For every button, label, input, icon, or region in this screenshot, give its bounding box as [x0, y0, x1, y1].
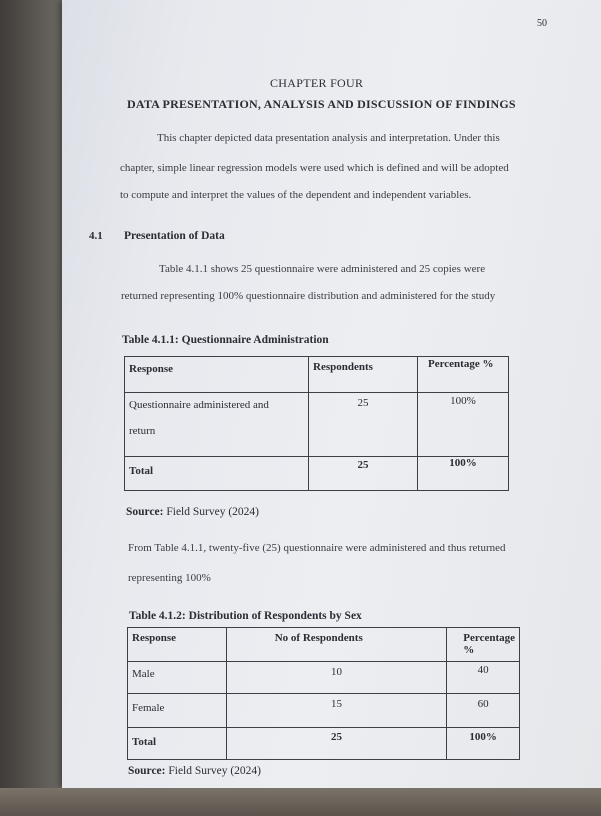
table-row — [128, 694, 520, 728]
col-header-response: Response — [128, 628, 227, 662]
source-label: Source: — [128, 765, 166, 777]
count-cell: 15 — [226, 694, 447, 728]
table-header-row — [125, 357, 509, 393]
between-line-2: representing 100% — [128, 572, 211, 584]
section-number: 4.1 — [89, 230, 103, 242]
table2-caption: Table 4.1.2: Distribution of Respondents by Sex — [129, 610, 362, 622]
table-total-row — [125, 457, 509, 491]
count-cell: 10 — [226, 662, 447, 694]
questionnaire-table — [124, 356, 509, 491]
col-header-percentage: Percentage % — [447, 628, 520, 662]
table-header-row — [128, 628, 520, 662]
percentage-cell: 100% — [418, 393, 509, 457]
total-percentage: 100% — [418, 457, 509, 491]
col-header-percentage: Percentage % — [418, 357, 509, 393]
table1-caption: Table 4.1.1: Questionnaire Administration — [122, 334, 329, 346]
table-total-row — [128, 728, 520, 760]
col-header-respondents: Respondents — [309, 357, 418, 393]
source-text: Field Survey (2024) — [166, 506, 259, 518]
response-cell — [125, 393, 309, 457]
response-line-2: return — [129, 425, 156, 437]
table-surface — [0, 788, 601, 816]
table2-source — [128, 765, 261, 777]
percentage-cell: 60 — [447, 694, 520, 728]
intro-line-3: to compute and interpret the values of the dependent and independent variables. — [120, 189, 472, 201]
percentage-cell: 40 — [447, 662, 520, 694]
chapter-title: CHAPTER FOUR — [270, 76, 364, 90]
total-label: Total — [125, 457, 309, 491]
col-header-response: Response — [125, 357, 309, 393]
intro-line-2: chapter, simple linear regression models were used which is defined and will be adopted — [120, 162, 509, 174]
table1-source — [126, 506, 259, 518]
response-line-1: Questionnaire administered and — [129, 399, 269, 411]
response-cell: Female — [128, 694, 227, 728]
table-row — [125, 393, 509, 457]
chapter-heading: DATA PRESENTATION, ANALYSIS AND DISCUSSION OF FINDINGS — [127, 97, 516, 111]
between-line-1: From Table 4.1.1, twenty-five (25) questionnaire were administered and thus returned — [128, 542, 506, 554]
source-label: Source: — [126, 506, 164, 518]
total-label: Total — [128, 728, 227, 760]
sex-distribution-table — [127, 627, 520, 760]
section-line-2: returned representing 100% questionnaire distribution and administered for the study — [121, 290, 496, 302]
respondents-cell: 25 — [309, 393, 418, 457]
page-edge-shadow — [0, 0, 62, 816]
total-percentage: 100% — [447, 728, 520, 760]
intro-line-1: This chapter depicted data presentation analysis and interpretation. Under this — [157, 132, 500, 144]
section-title: Presentation of Data — [124, 230, 225, 242]
response-cell: Male — [128, 662, 227, 694]
total-respondents: 25 — [309, 457, 418, 491]
page-number: 50 — [537, 18, 547, 29]
col-header-count: No of Respondents — [226, 628, 447, 662]
section-line-1: Table 4.1.1 shows 25 questionnaire were administered and 25 copies were — [159, 263, 486, 275]
source-text: Field Survey (2024) — [168, 765, 261, 777]
table-row — [128, 662, 520, 694]
total-count: 25 — [226, 728, 447, 760]
